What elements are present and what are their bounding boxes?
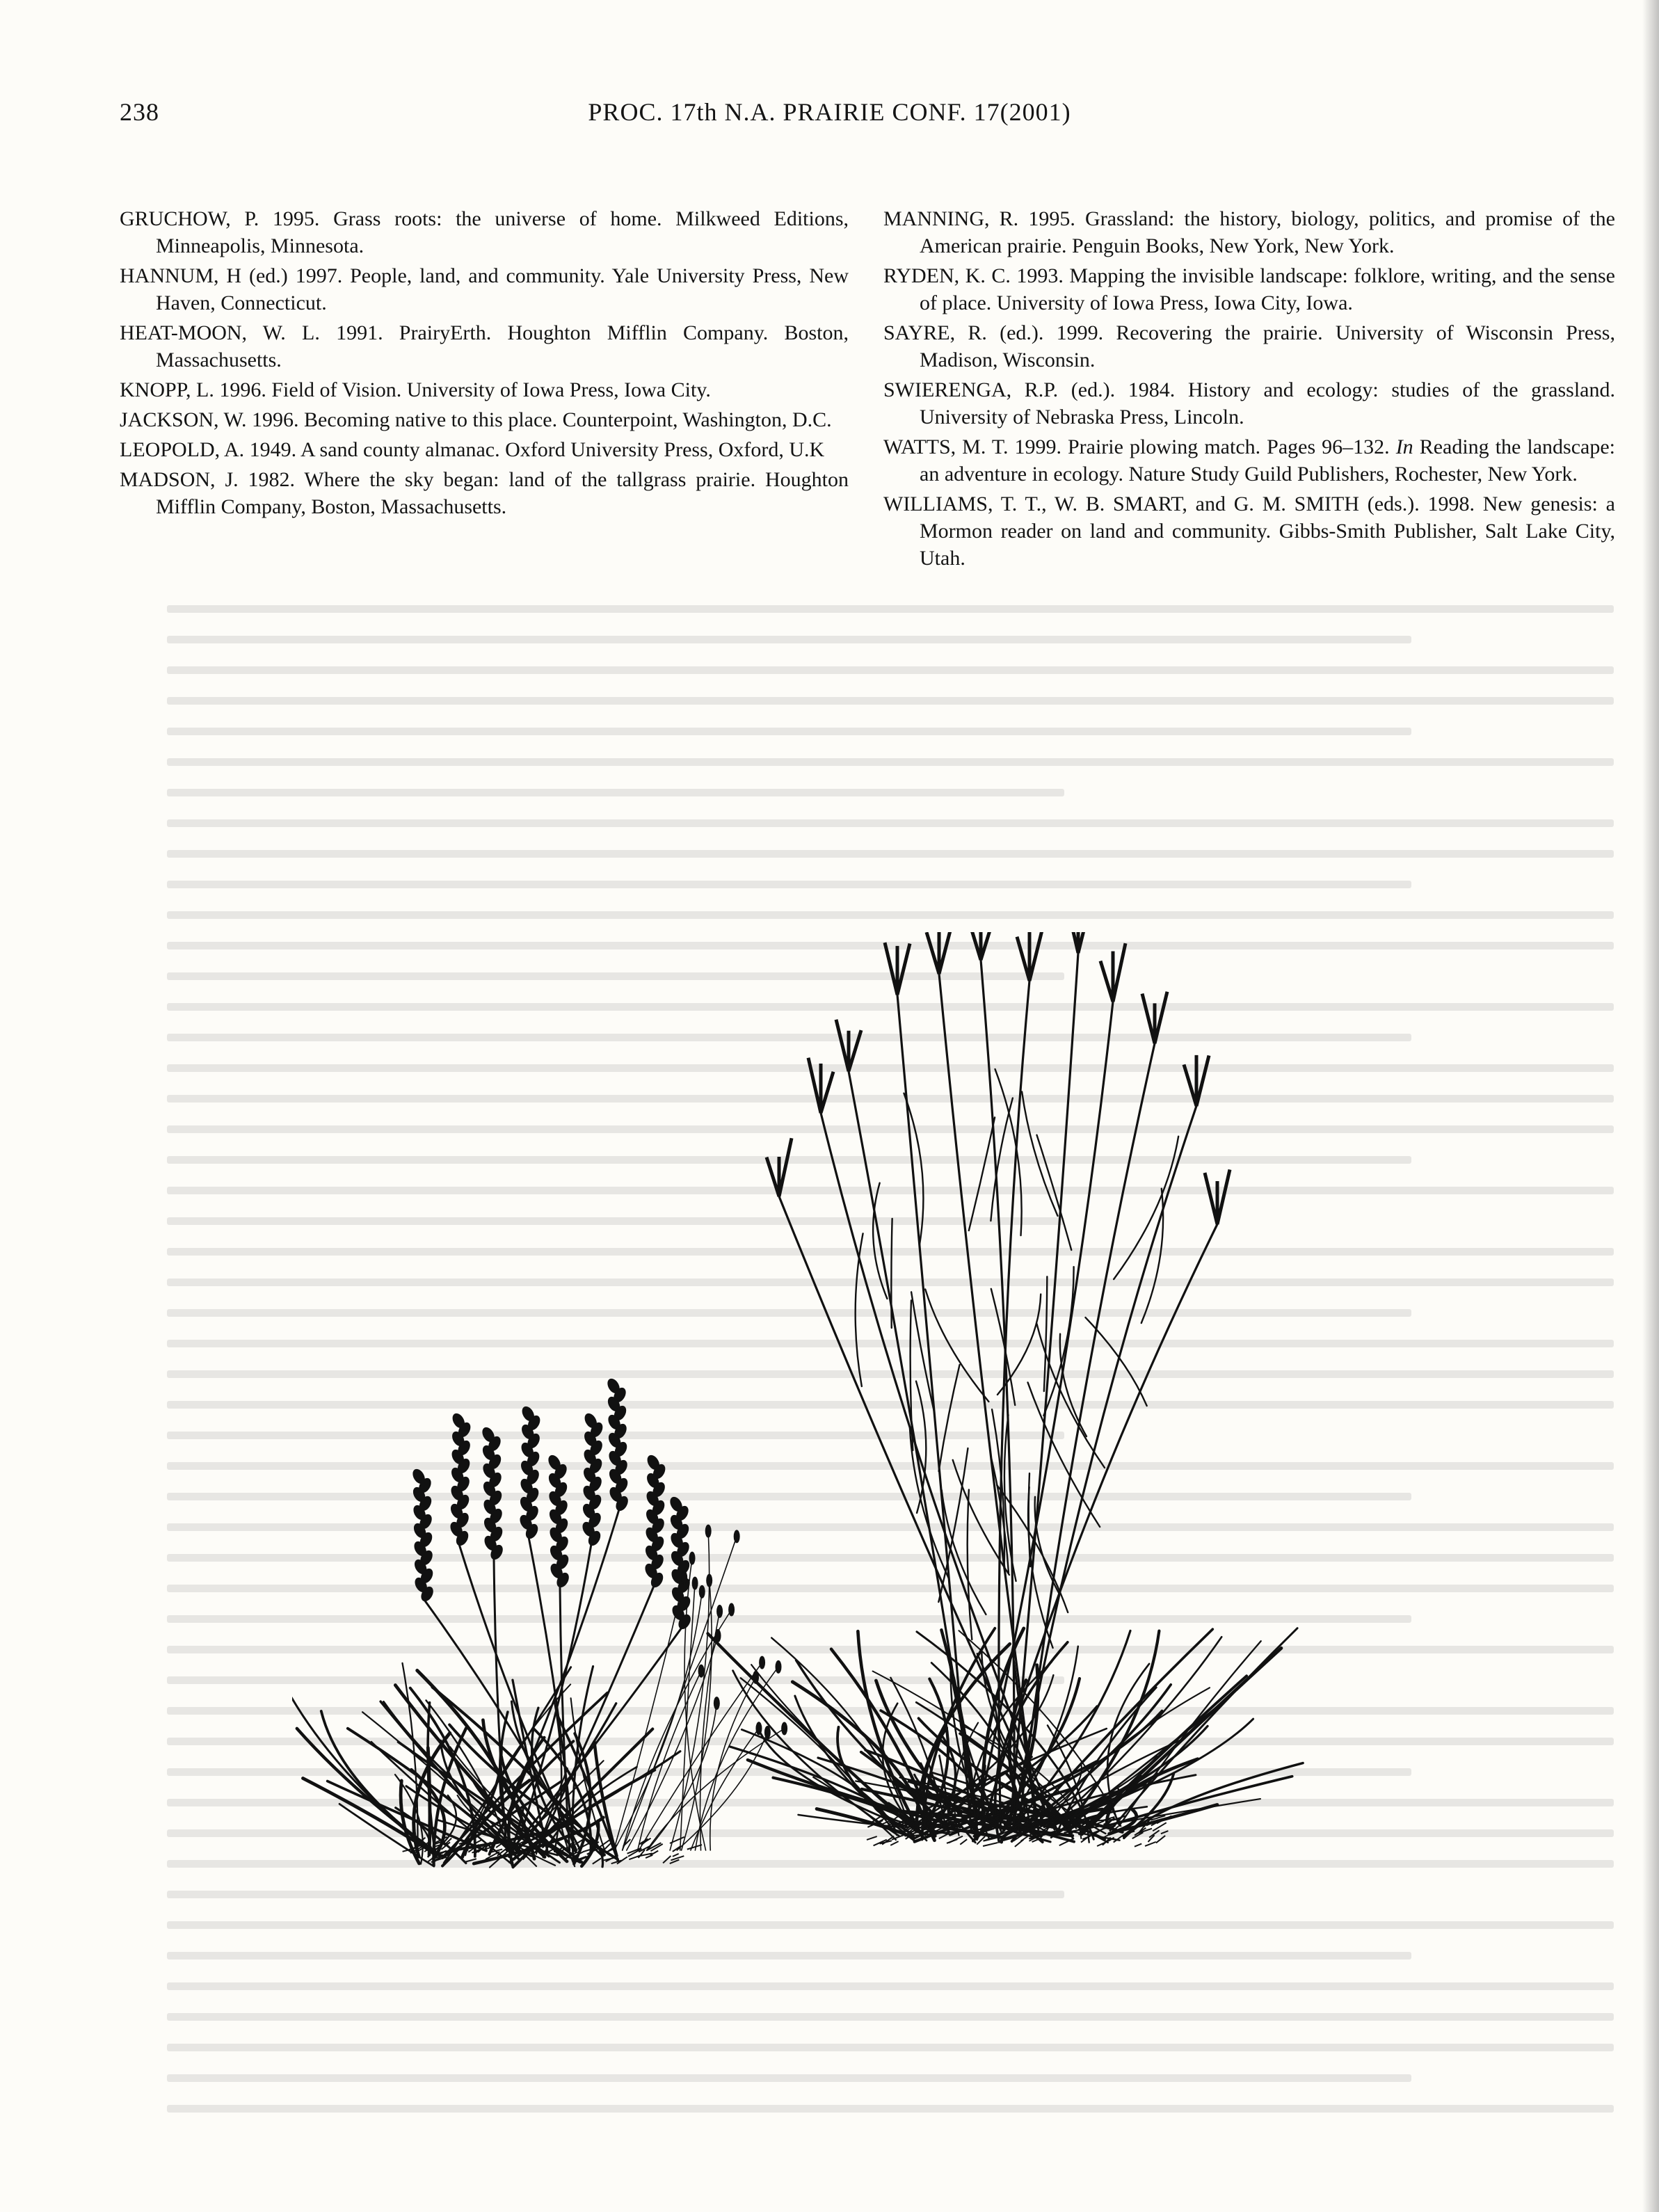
reference-entry: RYDEN, K. C. 1993. Mapping the invisible landscape: folklore, writing, and the sense of place. University of Iowa Press, Iowa City, Iowa. — [883, 264, 1615, 314]
running-head — [0, 97, 1659, 139]
reference-entry: HEAT-MOON, W. L. 1991. PrairyErth. Houghton Mifflin Company. Boston, Massachusetts. — [120, 321, 849, 371]
reference-entry: LEOPOLD, A. 1949. A sand county almanac. Oxford University Press, Oxford, U.K — [120, 438, 825, 461]
reference-entry: JACKSON, W. 1996. Becoming native to this place. Counterpoint, Washington, D.C. — [120, 408, 832, 431]
page-number: 238 — [120, 98, 159, 126]
reference-entry: WATTS, M. T. 1999. Prairie plowing match. Pages 96–132. In Reading the landscape: an adventure in ecology. Nature Study Guild Publishers, Rochester, New York. — [883, 435, 1615, 486]
prairie-grass-illustration — [292, 932, 1336, 1948]
reference-entry: SWIERENGA, R.P. (ed.). 1984. History and ecology: studies of the grassland. University of Nebraska Press, Lincoln. — [883, 378, 1615, 428]
reference-entry: SAYRE, R. (ed.). 1999. Recovering the prairie. University of Wisconsin Press, Madison, Wisconsin. — [883, 321, 1615, 371]
references-right-column — [883, 205, 1615, 575]
scan-edge-shadow — [1642, 0, 1659, 2212]
reference-entry: HANNUM, H (ed.) 1997. People, land, and community. Yale University Press, New Haven, Connecticut. — [120, 264, 849, 314]
reference-entry: WILLIAMS, T. T., W. B. SMART, and G. M. SMITH (eds.). 1998. New genesis: a Mormon reader on land and community. Gibbs-Smith Publisher, Salt Lake City, Utah. — [883, 492, 1615, 570]
grass-clump-left — [292, 1509, 785, 1867]
reference-entry: GRUCHOW, P. 1995. Grass roots: the universe of home. Milkweed Editions, Minneapolis, Minnesota. — [120, 207, 849, 257]
grass-clump-right — [707, 953, 1303, 1843]
journal-title: PROC. 17th N.A. PRAIRIE CONF. 17(2001) — [588, 98, 1071, 126]
reference-entry: MANNING, R. 1995. Grassland: the history, biology, politics, and promise of the American prairie. Penguin Books, New York, New York. — [883, 207, 1615, 257]
reference-entry: MADSON, J. 1982. Where the sky began: land of the tallgrass prairie. Houghton Mifflin Company, Boston, Massachusetts. — [120, 468, 849, 518]
references-left-column — [120, 205, 849, 523]
reference-entry: KNOPP, L. 1996. Field of Vision. University of Iowa Press, Iowa City. — [120, 378, 711, 401]
